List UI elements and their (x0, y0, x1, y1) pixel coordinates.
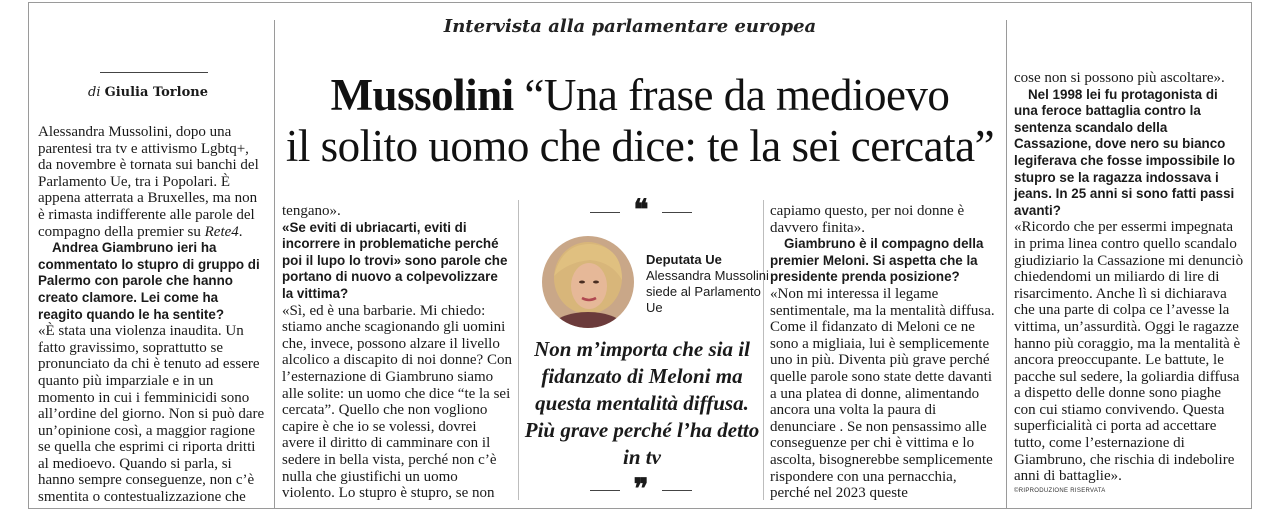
headline (270, 70, 1010, 172)
caption-text: Alessandra Mussolini siede al Parlamento Ue (646, 268, 769, 315)
question-4: Nel 1998 lei fu protagonista di una feroce battaglia contro la sentenza scandalo della Cassazione, dove nero su bianco legiferava che fosse impossibile lo stupro se la ragazza indossava i jeans. In 25 anni si sono fatti passi avanti? (1014, 86, 1236, 218)
answer-3: «Non mi interessa il legame sentimentale, ma la mentalità diffusa. Come il fidanzato di Meloni ce ne sono a migliaia, lui è semplicemente uno in più. Diventa più grave perché quelle parole sono state dette davanti a una platea di donne, alimentando ancora una volta la paura di denunciare . Se non pensassimo alle conseguenze per chi è vittima e lo ascolta, bisognerebbe semplicemente rispondere con una pernacchia, perché nel 2023 queste (770, 285, 995, 502)
byline-rule (100, 72, 208, 73)
open-quote-rule-right (662, 212, 692, 213)
byline-author: Giulia Torlone (104, 85, 208, 100)
headline-name: Mussolini (330, 70, 514, 120)
bottom-rule (28, 508, 1252, 509)
col5-start: cose non si possono più ascoltare». (1014, 70, 1225, 86)
close-quote-rule-right (662, 490, 692, 491)
column-divider-4 (763, 200, 764, 500)
column-2 (282, 203, 512, 502)
question-1: Andrea Giambruno ieri ha commentato lo stupro di gruppo di Palermo con parole che hanno creato clamore. Lei come ha reagito quando le ha sentite? (38, 240, 260, 322)
headline-line2: il solito uomo che dice: te la sei cercata” (285, 121, 995, 171)
column-5 (1014, 70, 1244, 485)
answer-1: «È stata una violenza inaudita. Un fatto gravissimo, soprattutto se pronunciato da chi è tenuto ad essere quanto più imparziale e in un momento in cui i femminicidi sono all’ordine del giorno. Non si può dare un’opinione così, a maggior ragione se quella che esprimi ci riporta dritti al medioevo. Quando si parla, si hanno sempre conseguenze, non c’è smentita o contestualizzazione che (38, 323, 265, 506)
copyright-notice: ©RIPRODUZIONE RISERVATA (1014, 488, 1106, 494)
intro-paragraph (38, 124, 266, 240)
intro-text: Alessandra Mussolini, dopo una parentesi tra tv e attivismo Lgbtq+, da novembre è tornata sui banchi del Parlamento Ue, tra i Popolari. È appena atterrata a Bruxelles, ma non è rimasta indifferente alle parole del compagno della premier su (38, 124, 259, 240)
portrait-photo (542, 236, 634, 328)
column-4 (770, 203, 1000, 502)
pull-quote: Non m’importa che sia il fidanzato di Meloni ma questa mentalità diffusa. Più grave perché l’ha detto in tv (524, 337, 760, 469)
close-quote-icon: ❞ (633, 474, 649, 505)
kicker: Intervista alla parlamentare europea (443, 16, 817, 37)
open-quote-rule-left (590, 212, 620, 213)
intro-italic: Rete4 (204, 223, 239, 240)
left-rule (28, 2, 29, 508)
right-rule (1251, 2, 1252, 508)
byline-prefix: di (88, 85, 101, 100)
headline-line1: “Una frase da medioevo (524, 70, 950, 120)
answer-2: «Sì, ed è una barbarie. Mi chiedo: stiamo anche scagionando gli uomini che, invece, possono alzare il livello alcolico a discapito di noi donne? Con l’esternazione di Giambruno siamo alle solite: un uomo che dice “te la sei cercata”. Quello che non vogliono capire è che io se volessi, dovrei avere il diritto di camminare con il sedere in bella vista, perché non c’è nulla che giustifichi un uomo violento. Lo stupro è stupro, se non (282, 302, 512, 502)
answer-4: «Ricordo che per essermi impegnata in prima linea contro quello scandalo giudiziario la Cassazione mi denunciò chiedendomi un miliardo di lire di risarcimento. Anche lì si dichiarava che una parte di colpa ce l’avesse la vittima, un’assurdità. Oggi le ragazze hanno più coraggio, ma la mentalità è ancora preoccupante. Le battute, le pacche sul sedere, la goliardia diffusa a dispetto delle donne sono piaghe con cui stiamo convivendo. Questa superficialità ci porta ad accettare tutto, come l’esternazione di Giambruno, che rischia di indebolire anni di battaglie». (1014, 219, 1244, 485)
column-1 (38, 124, 266, 506)
column-divider-3 (518, 200, 519, 500)
intro-end: . (238, 223, 243, 240)
top-rule (28, 2, 1252, 3)
question-2: «Se eviti di ubriacarti, eviti di incorrere in problematiche perché poi il lupo lo trovi» sono parole che portano di nuovo a colpevolizzare la vittima? (282, 219, 508, 301)
close-quote-rule-left (590, 490, 620, 491)
photo-caption (646, 252, 771, 316)
byline (38, 85, 258, 100)
col2-start: tengano». (282, 203, 341, 219)
question-3: Giambruno è il compagno della premier Meloni. Si aspetta che la presidente prenda posizione? (770, 236, 984, 285)
col4-start: capiamo questo, per noi donne è davvero finita». (770, 203, 965, 236)
portrait-image (542, 236, 634, 328)
open-quote-icon: ❝ (633, 195, 649, 226)
caption-title: Deputata Ue (646, 252, 722, 267)
